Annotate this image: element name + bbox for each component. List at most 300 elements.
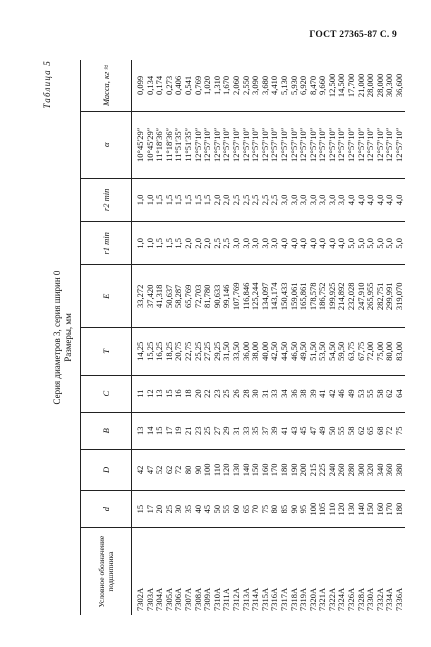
table-cell: 7318A [288, 587, 299, 611]
table-cell: 49 [347, 375, 357, 412]
table-cell: 2,060 [232, 60, 242, 111]
table-cell: 320 [366, 449, 376, 490]
table-cell: 199,925 [328, 265, 338, 327]
table-cell: 62 [357, 412, 367, 449]
table-cell: 9,660 [318, 60, 328, 111]
table-cell: 12°57′10″ [222, 111, 232, 178]
table-cell: 59,50 [337, 327, 347, 375]
table-cell: 72,703 [194, 265, 204, 327]
table-cell: 40 [194, 491, 204, 528]
table-cell: 10°45′29″ [132, 111, 146, 178]
table-cell: 62 [385, 375, 395, 412]
table-cell: 17 [146, 491, 156, 528]
table-cell: 16,25 [155, 327, 165, 375]
table-cell: 2,0 [184, 222, 194, 265]
table-cell: 83,00 [395, 327, 405, 375]
table-cell: 3,0 [290, 178, 300, 221]
table-cell: 20,75 [174, 327, 184, 375]
table-cell: 1,5 [194, 178, 204, 221]
table-cell: 282,751 [376, 265, 386, 327]
table-cell: 100 [203, 449, 213, 490]
table-cell: 12°57′10″ [347, 111, 357, 178]
table-cell: 25 [165, 491, 175, 528]
table-cell: 10°45′29″ [146, 111, 156, 178]
table-cell: 15,25 [146, 327, 156, 375]
table-cell: 4,0 [309, 222, 319, 265]
table-cell: 21 [184, 412, 194, 449]
table-cell: 36,600 [395, 60, 405, 111]
table-cell: 12°57′10″ [309, 111, 319, 178]
table-cell: 7317A [278, 587, 289, 611]
table-cell: 7314A [250, 587, 261, 611]
table-cell: 62 [165, 449, 175, 490]
table-cell: 41 [318, 375, 328, 412]
table-cell: 280 [347, 449, 357, 490]
table-cell: 7307A [182, 587, 193, 611]
table-cell: 7312A [230, 587, 241, 611]
table-cell: 150,433 [280, 265, 290, 327]
table-cell: 4,0 [318, 222, 328, 265]
table-cell: 60 [232, 491, 242, 528]
table-cell: 14,25 [132, 327, 146, 375]
table-cell: 63,75 [347, 327, 357, 375]
table-number: Таблица 5 [42, 60, 52, 109]
table-cell: 46 [337, 375, 347, 412]
table-cell: 4,0 [376, 178, 386, 221]
table-cell: 12°57′10″ [357, 111, 367, 178]
table-cell: 3,0 [299, 178, 309, 221]
table-cell: 90 [194, 449, 204, 490]
table-cell: 11°18′36″ [155, 111, 165, 178]
table-cell: 31 [261, 375, 271, 412]
table-cell: 4,0 [357, 178, 367, 221]
table-cell: 23 [213, 375, 223, 412]
table-cell: 50 [213, 491, 223, 528]
table-cell: 4,0 [337, 222, 347, 265]
table-cell: 12°57′10″ [194, 111, 204, 178]
table-cell: 7306A [173, 587, 184, 611]
table-cell: 34 [280, 375, 290, 412]
table-cell: 3,0 [318, 178, 328, 221]
table-cell: 5,0 [395, 222, 405, 265]
table-cell: 28 [242, 375, 252, 412]
table-cell: 0,099 [132, 60, 146, 111]
table-cell: 29,25 [213, 327, 223, 375]
table-cell: 30 [251, 375, 261, 412]
table-cell: 7310A [211, 587, 222, 611]
table-cell: 17,700 [347, 60, 357, 111]
table-cell: 37,420 [146, 265, 156, 327]
column-header: d [81, 491, 132, 528]
table-cell: 7315A [259, 587, 270, 611]
table-cell: 55 [366, 375, 376, 412]
table-cell: 49 [318, 412, 328, 449]
table-cell: 170 [385, 491, 395, 528]
table-cell: 43 [290, 412, 300, 449]
table-cell: 1,5 [165, 178, 175, 221]
table-cell: 50,637 [165, 265, 175, 327]
column-header: r1 min [81, 222, 132, 265]
table-cell: 12°57′10″ [337, 111, 347, 178]
table-cell: 0,273 [165, 60, 175, 111]
table-cell: 319,070 [395, 265, 405, 327]
table-cell: 72 [174, 449, 184, 490]
table-cell: 170 [270, 449, 280, 490]
table-cell: 2,0 [222, 178, 232, 221]
table-cell: 12°57′10″ [395, 111, 405, 178]
column-header: T [81, 327, 132, 375]
table-cell: 41 [280, 412, 290, 449]
table-cell: 28,000 [366, 60, 376, 111]
table-cell: 53 [357, 375, 367, 412]
table-cell: 55 [337, 412, 347, 449]
table-cell: 11°51′35″ [184, 111, 194, 178]
table-cell: 39 [309, 375, 319, 412]
table-cell: 100 [309, 491, 319, 528]
table-cell: 80 [270, 491, 280, 528]
table-block [40, 60, 405, 615]
table-cell: 40,00 [261, 327, 271, 375]
table-cell: 140 [357, 491, 367, 528]
table-cell: 44,50 [280, 327, 290, 375]
table-cell: 2,5 [251, 178, 261, 221]
table-cell: 2,0 [213, 178, 223, 221]
table-cell: 13 [132, 412, 146, 449]
table-cell: 225 [318, 449, 328, 490]
table-cell: 39 [270, 412, 280, 449]
table-cell: 38,00 [251, 327, 261, 375]
table-cell: 130 [232, 449, 242, 490]
table-header-row [81, 60, 132, 615]
table-cell: 95 [299, 491, 309, 528]
table-cell: 1,5 [203, 178, 213, 221]
table-cell: 12°57′10″ [242, 111, 252, 178]
column-header: E [81, 265, 132, 327]
table-cell: 190 [290, 449, 300, 490]
table-cell: 1,0 [132, 222, 146, 265]
table-cell: 52 [155, 449, 165, 490]
table-cell: 1,670 [222, 60, 232, 111]
table-cell: 7303A [144, 587, 155, 611]
table-cell: 1,310 [213, 60, 223, 111]
table-cell: 12°57′10″ [318, 111, 328, 178]
table-cell: 14 [146, 412, 156, 449]
table-cell: 12 [146, 375, 156, 412]
table-cell: 2,5 [261, 178, 271, 221]
table-cell: 33 [270, 375, 280, 412]
table-cell: 3,090 [251, 60, 261, 111]
table-cell: 116,846 [242, 265, 252, 327]
table-cell: 143,174 [270, 265, 280, 327]
table-cell: 7334A [384, 587, 395, 611]
table-cell: 200 [299, 449, 309, 490]
column-header: r2 min [81, 178, 132, 221]
column-header: α [81, 111, 132, 178]
table-cell: 134,097 [261, 265, 271, 327]
table-cell: 110 [328, 491, 338, 528]
table-cell: 26 [232, 375, 242, 412]
table-cell: 5,0 [385, 222, 395, 265]
table-cell: 125,244 [251, 265, 261, 327]
table-cell: 30 [174, 491, 184, 528]
table-cell: 12°57′10″ [385, 111, 395, 178]
table-cell: 21,000 [357, 60, 367, 111]
table-cell: 0,134 [146, 60, 156, 111]
table-cell: 12,500 [328, 60, 338, 111]
table-cell: 65 [366, 412, 376, 449]
table-cell: 3,0 [309, 178, 319, 221]
table-row [395, 60, 405, 615]
table-cell: 0,541 [184, 60, 194, 111]
table-cell: 68 [376, 412, 386, 449]
table-cell: 159,061 [290, 265, 300, 327]
table-cell: 7311A [221, 588, 232, 611]
table-cell: 2,0 [194, 222, 204, 265]
table-cell: 2,5 [222, 222, 232, 265]
table-cell: 13 [155, 375, 165, 412]
table-cell: 3,0 [328, 178, 338, 221]
table-cell: 120 [222, 449, 232, 490]
page-header: ГОСТ 27365-87 С. 9 [309, 30, 397, 40]
table-cell: 2,5 [242, 178, 252, 221]
table-cell: 3,0 [251, 222, 261, 265]
table-cell: 80,00 [385, 327, 395, 375]
table-cell: 1,5 [174, 178, 184, 221]
table-cell: 85 [280, 491, 290, 528]
table-cell: 65 [242, 491, 252, 528]
table-cell: 3,680 [261, 60, 271, 111]
table-cell: 12°57′10″ [232, 111, 242, 178]
table-cell: 1,5 [174, 222, 184, 265]
table-cell: 5,0 [357, 222, 367, 265]
table-cell: 1,0 [146, 178, 156, 221]
table-cell: 232,028 [347, 265, 357, 327]
table-cell: 15 [165, 375, 175, 412]
table-cell: 15 [132, 491, 146, 528]
table-cell: 42,50 [270, 327, 280, 375]
table-cell: 7309A [202, 587, 213, 611]
table-cell: 214,892 [337, 265, 347, 327]
table-cell: 75,00 [376, 327, 386, 375]
table-cell: 4,0 [328, 222, 338, 265]
table-cell: 90,633 [213, 265, 223, 327]
table-cell: 12°57′10″ [251, 111, 261, 178]
table-cell: 0,174 [155, 60, 165, 111]
table-cell: 7322A [326, 587, 337, 611]
table-cell: 5,0 [376, 222, 386, 265]
table-cell: 7313A [240, 587, 251, 611]
table-cell: 240 [328, 449, 338, 490]
table-cell: 80 [184, 449, 194, 490]
table-cell: 3,0 [270, 222, 280, 265]
table-cell: 16 [174, 375, 184, 412]
table-cell: 4,0 [280, 222, 290, 265]
table-cell: 12°57′10″ [328, 111, 338, 178]
table-cell: 7332A [374, 587, 385, 611]
table-cell: 46,50 [290, 327, 300, 375]
table-cell: 340 [376, 449, 386, 490]
table-cell: 99,146 [222, 265, 232, 327]
table-cell: 11 [132, 375, 146, 412]
table-cell: 150 [366, 491, 376, 528]
table-cell: 7328A [355, 587, 366, 611]
table-caption [52, 60, 74, 615]
table-cell: 4,0 [299, 222, 309, 265]
table-cell: 7316A [269, 587, 280, 611]
table-cell: 0,769 [194, 60, 204, 111]
table-cell: 12°57′10″ [290, 111, 300, 178]
table-cell: 7336A [394, 587, 405, 611]
table-cell: 31,50 [222, 327, 232, 375]
table-cell: 55 [222, 491, 232, 528]
table-cell: 1,5 [155, 222, 165, 265]
table-cell: 7324A [336, 587, 347, 611]
table-cell: 72 [385, 412, 395, 449]
table-cell: 12°57′10″ [299, 111, 309, 178]
table-cell: 160 [376, 491, 386, 528]
table-cell: 47 [146, 449, 156, 490]
table-cell: 299,991 [385, 265, 395, 327]
table-cell: 12°57′10″ [213, 111, 223, 178]
table-cell: 31 [232, 412, 242, 449]
table-cell: 42 [132, 449, 146, 490]
table-cell: 6,920 [299, 60, 309, 111]
table-cell: 15 [155, 412, 165, 449]
table-cell: 3,0 [242, 222, 252, 265]
table-cell: 186,752 [318, 265, 328, 327]
table-cell: 18,25 [165, 327, 175, 375]
table-cell: 47 [309, 412, 319, 449]
table-cell: 37 [261, 412, 271, 449]
table-cell: 7305A [163, 587, 174, 611]
table-cell: 70 [251, 491, 261, 528]
table-cell: 67,75 [357, 327, 367, 375]
table-cell: 2,0 [203, 222, 213, 265]
table-cell: 33,50 [232, 327, 242, 375]
table-cell: 3,0 [232, 222, 242, 265]
table-cell: 35 [251, 412, 261, 449]
table-cell: 215 [309, 449, 319, 490]
table-cell: 260 [337, 449, 347, 490]
table-cell: 23 [194, 412, 204, 449]
table-cell: 36 [290, 375, 300, 412]
table-cell: 20 [194, 375, 204, 412]
table-cell: 160 [261, 449, 271, 490]
table-cell: 58 [347, 412, 357, 449]
table-cell: 50 [328, 412, 338, 449]
table-cell: 17 [165, 412, 175, 449]
table-cell: 7330A [365, 587, 376, 611]
table-cell: 12°57′10″ [203, 111, 213, 178]
table-cell: 12°57′10″ [270, 111, 280, 178]
table-cell: 30,300 [385, 60, 395, 111]
table-cell: 11°18′36″ [165, 111, 175, 178]
table-cell: 22,75 [184, 327, 194, 375]
column-header: D [81, 449, 132, 490]
table-cell: 2,5 [232, 178, 242, 221]
table-cell: 7302A [135, 587, 145, 611]
table-cell: 5,930 [290, 60, 300, 111]
table-cell: 36,00 [242, 327, 252, 375]
table-cell: 7304A [154, 587, 165, 611]
table-cell: 130 [347, 491, 357, 528]
table-cell: 107,769 [232, 265, 242, 327]
table-cell: 5,0 [347, 222, 357, 265]
table-cell: 8,470 [309, 60, 319, 111]
table-cell: 1,0 [146, 222, 156, 265]
table-cell: 53,50 [318, 327, 328, 375]
table-cell: 2,5 [270, 178, 280, 221]
table-cell: 14,500 [337, 60, 347, 111]
table-cell: 75 [261, 491, 271, 528]
table-cell: 3,0 [261, 222, 271, 265]
table-cell: 25 [222, 375, 232, 412]
table-cell: 81,780 [203, 265, 213, 327]
table-cell: 11°51′35″ [174, 111, 184, 178]
table-cell: 12°57′10″ [366, 111, 376, 178]
table-cell: 4,0 [385, 178, 395, 221]
table-cell: 29 [222, 412, 232, 449]
table-cell: 165,861 [299, 265, 309, 327]
table-cell: 7326A [346, 587, 357, 611]
table-cell: 45 [299, 412, 309, 449]
table-cell: 49,50 [299, 327, 309, 375]
table-cell: 7320A [307, 587, 318, 611]
table-cell: 54,50 [328, 327, 338, 375]
bearings-table [80, 60, 405, 615]
table-cell: 1,0 [132, 178, 146, 221]
table-cell: 75 [395, 412, 405, 449]
table-cell: 0,406 [174, 60, 184, 111]
table-cell: 7321A [317, 587, 328, 611]
table-cell: 2,5 [213, 222, 223, 265]
table-cell: 120 [337, 491, 347, 528]
table-cell: 180 [395, 491, 405, 528]
table-cell: 12°57′10″ [280, 111, 290, 178]
table-cell: 4,410 [270, 60, 280, 111]
table-cell: 58,287 [174, 265, 184, 327]
table-cell: 4,0 [395, 178, 405, 221]
table-row [132, 60, 146, 615]
table-cell: 64 [395, 375, 405, 412]
table-cell: 300 [357, 449, 367, 490]
table-cell: 150 [251, 449, 261, 490]
table-cell: 12°57′10″ [261, 111, 271, 178]
table-cell: 110 [213, 449, 223, 490]
table-cell: 5,0 [366, 222, 376, 265]
table-cell: 27 [213, 412, 223, 449]
table-cell: 380 [395, 449, 405, 490]
table-cell: 1,5 [184, 178, 194, 221]
table-cell: 3,0 [337, 178, 347, 221]
table-cell: 58 [376, 375, 386, 412]
caption-units: Размеры, мм [63, 313, 73, 362]
table-cell: 51,50 [309, 327, 319, 375]
table-cell: 4,0 [290, 222, 300, 265]
table-cell: 178,578 [309, 265, 319, 327]
table-cell: 4,0 [347, 178, 357, 221]
column-header: C [81, 375, 132, 412]
table-cell: 25 [203, 412, 213, 449]
table-cell: 33,272 [132, 265, 146, 327]
table-cell: 1,5 [165, 222, 175, 265]
caption-series: Серия диаметров 3, серия ширин 0 [52, 270, 62, 405]
column-header: B [81, 412, 132, 449]
table-cell: 2,550 [242, 60, 252, 111]
table-cell: 19 [174, 412, 184, 449]
table-cell: 1,5 [155, 178, 165, 221]
column-header: Масса, кг ≈ [81, 60, 132, 111]
